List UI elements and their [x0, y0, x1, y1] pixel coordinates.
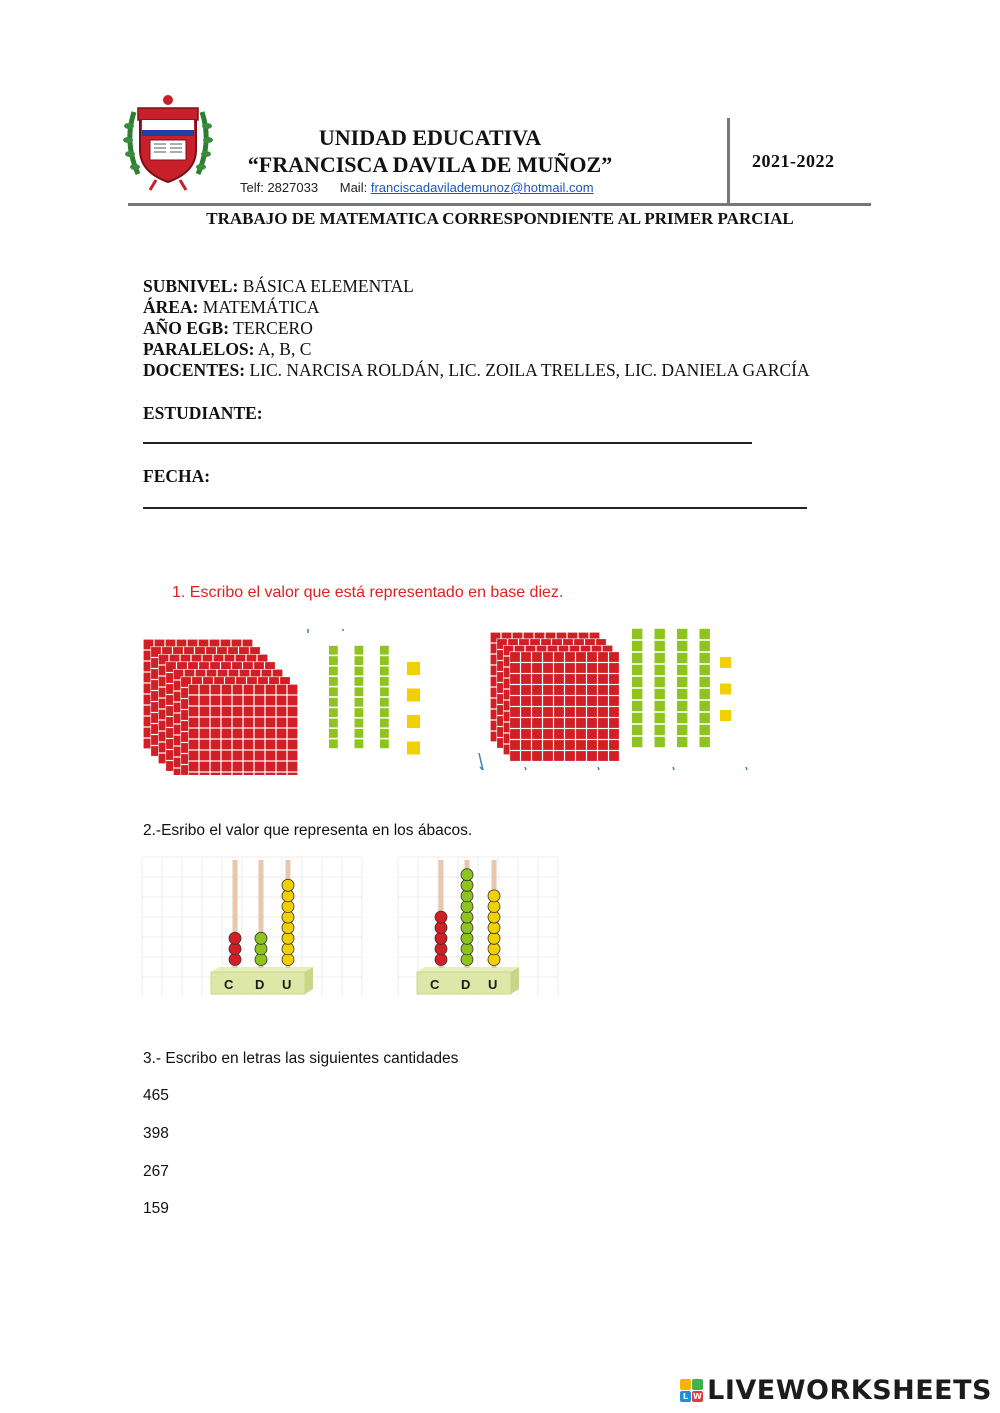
set2-unit-cube-2 — [720, 684, 731, 695]
abacus2-bead-d-9 — [461, 869, 473, 881]
set1-ten-rod-2 — [355, 646, 364, 748]
liveworksheets-brand-text: LIVEWORKSHEETS — [707, 1375, 992, 1406]
liveworksheets-watermark — [680, 1375, 992, 1406]
question-1-text: 1. Escribo el valor que está representado en base diez. — [172, 584, 564, 601]
abacus-figures — [140, 855, 565, 1000]
abacus2-bead-c-4 — [435, 922, 447, 934]
phone-text: Telf: 2827033 — [240, 180, 319, 195]
abacus1-bead-d-2 — [255, 943, 267, 955]
abacus2-bead-d-4 — [461, 922, 473, 934]
abacus2-bead-u-2 — [488, 943, 500, 955]
abacus2-label-d: D — [461, 977, 471, 992]
info-paralelos — [143, 339, 810, 360]
school-crest-graphic — [120, 92, 216, 192]
abacus2-bead-u-7 — [488, 890, 500, 902]
school-name-line1: UNIDAD EDUCATIVA — [318, 125, 542, 150]
number-item-3: 267 — [143, 1163, 169, 1180]
cube-letter-w: W — [692, 1392, 703, 1401]
abacus2-bead-u-4 — [488, 922, 500, 934]
abacus1-bead-u-4 — [282, 922, 294, 934]
abacus2-bead-c-5 — [435, 911, 447, 923]
base-ten-set-2 — [490, 629, 731, 762]
abacus1-bead-c-3 — [229, 932, 241, 944]
value-paralelos: A, B, C — [257, 339, 312, 359]
set2-ten-rod-3 — [677, 629, 687, 747]
number-item-4: 159 — [143, 1200, 169, 1217]
set1-unit-cube-3 — [407, 715, 420, 728]
estudiante-answer-line[interactable] — [143, 442, 752, 444]
label-anio: AÑO EGB: — [143, 318, 230, 338]
value-area: MATEMÁTICA — [202, 297, 320, 317]
mail-link[interactable]: franciscadavilademunoz@hotmail.com — [370, 180, 594, 195]
abacus-1 — [211, 860, 313, 994]
header-divider-horizontal — [128, 203, 871, 206]
abacus2-bead-c-2 — [435, 943, 447, 955]
set2-ten-rod-4 — [700, 629, 710, 747]
question-3-text: 3.- Escribo en letras las siguientes cantidades — [143, 1050, 459, 1067]
question-2-text: 2.-Esribo el valor que representa en los ábacos. — [143, 822, 473, 839]
abacus1-label-d: D — [255, 977, 265, 992]
cube-letter-l: L — [680, 1391, 691, 1402]
abacus2-bead-d-2 — [461, 943, 473, 955]
set2-unit-cube-1 — [720, 657, 731, 668]
set1-ten-rod-1 — [329, 646, 338, 748]
value-docentes: LIC. NARCISA ROLDÁN, LIC. ZOILA TRELLES, LIC. DANIELA GARCÍA — [249, 360, 810, 380]
school-name-line2: “FRANCISCA DAVILA DE MUÑOZ” — [247, 152, 613, 177]
abacus1-label-c: C — [224, 977, 234, 992]
value-subnivel: BÁSICA ELEMENTAL — [242, 276, 414, 296]
base-ten-set-1 — [143, 639, 420, 775]
set1-unit-cube-2 — [407, 689, 420, 702]
abacus1-bead-c-2 — [229, 943, 241, 955]
abacus2-label-u: U — [488, 977, 498, 992]
label-subnivel: SUBNIVEL: — [143, 276, 239, 296]
set2-ten-rod-1 — [632, 629, 642, 747]
info-area — [143, 297, 810, 318]
label-docentes: DOCENTES: — [143, 360, 246, 380]
school-crest-logo — [120, 92, 216, 192]
abacus2-label-c: C — [430, 977, 440, 992]
abacus1-bead-u-2 — [282, 943, 294, 955]
abacus-2 — [417, 860, 519, 994]
header-divider-vertical — [727, 118, 730, 204]
abacus2-bead-d-7 — [461, 890, 473, 902]
set2-hundred-flat-4 — [510, 652, 620, 762]
set2-unit-cube-3 — [720, 710, 731, 721]
school-year: 2021-2022 — [752, 151, 835, 171]
number-item-2: 398 — [143, 1125, 169, 1142]
set1-unit-cube-4 — [407, 742, 420, 755]
abacus1-bead-u-8 — [282, 879, 294, 891]
liveworksheets-cube-icon — [680, 1379, 703, 1402]
info-docentes — [143, 360, 810, 381]
value-anio: TERCERO — [233, 318, 313, 338]
label-paralelos: PARALELOS: — [143, 339, 255, 359]
fecha-label: FECHA: — [143, 466, 211, 486]
label-area: ÁREA: — [143, 297, 199, 317]
set1-hundred-flat-7 — [188, 684, 298, 775]
abacus1-bead-u-7 — [282, 890, 294, 902]
set2-ten-rod-2 — [655, 629, 665, 747]
info-block — [143, 276, 810, 381]
set1-ten-rod-3 — [380, 646, 389, 748]
estudiante-label: ESTUDIANTE: — [143, 403, 263, 423]
work-title: TRABAJO DE MATEMATICA CORRESPONDIENTE AL PRIMER PARCIAL — [206, 209, 794, 228]
number-item-1: 465 — [143, 1087, 169, 1104]
mail-label: Mail: — [339, 180, 368, 195]
fecha-answer-line[interactable] — [143, 507, 807, 509]
info-subnivel — [143, 276, 810, 297]
abacus1-label-u: U — [282, 977, 292, 992]
base-ten-blocks — [140, 625, 760, 775]
set1-unit-cube-1 — [407, 662, 420, 675]
info-anio — [143, 318, 810, 339]
contact-line — [240, 180, 594, 195]
abacus1-bead-d-3 — [255, 932, 267, 944]
